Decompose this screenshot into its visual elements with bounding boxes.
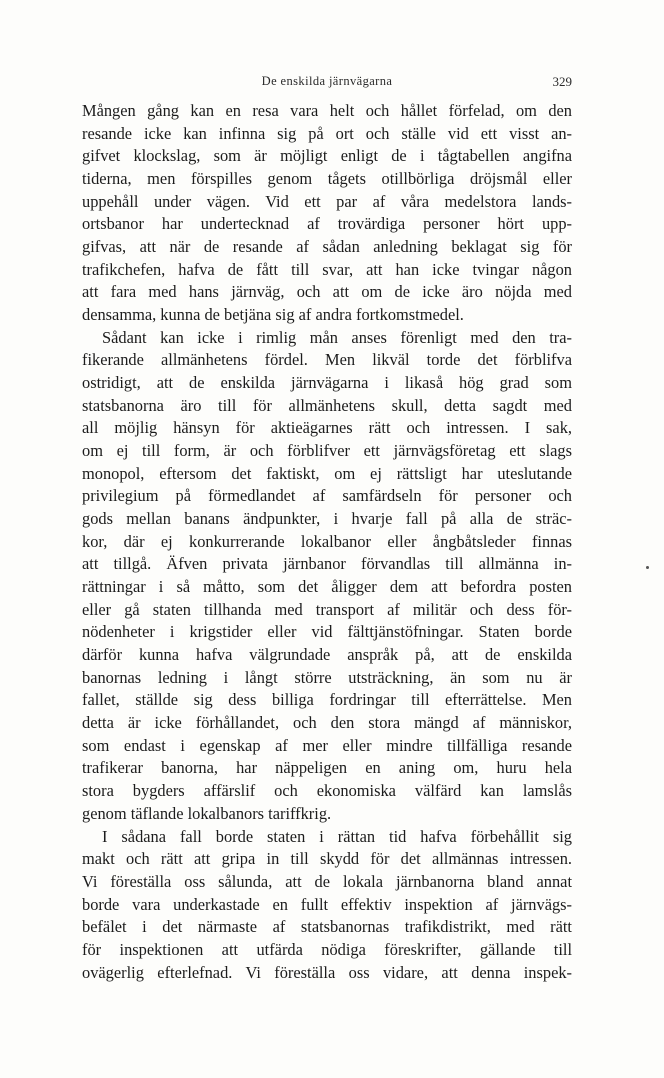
text-line: nödenheter i krigstider eller vid fälttjänstöfningar. Staten borde bbox=[82, 622, 572, 642]
page-number: 329 bbox=[552, 74, 572, 89]
text-line: monopol, eftersom det faktiskt, om ej rättsligt har uteslutande bbox=[82, 463, 572, 483]
text-line: därför kunna hafva välgrundade anspråk på, att de enskilda bbox=[82, 645, 572, 665]
text-line: resande icke kan infinna sig på ort och ställe vid ett visst an- bbox=[82, 123, 572, 143]
text-line: gods mellan banans ändpunkter, i hvarje fall på alla de sträc- bbox=[82, 509, 572, 529]
text-line: fikerande allmänhetens fördel. Men likväl torde det förblifva bbox=[82, 350, 572, 370]
text-line: ovägerlig efterlefnad. Vi föreställa oss vidare, att denna inspek- bbox=[82, 962, 572, 982]
running-title: De enskilda järnvägarna bbox=[261, 74, 393, 88]
text-line: fallet, ställde sig dess billiga fordringar till efterrättelse. Men bbox=[82, 690, 572, 710]
text-line: detta är icke förhållandet, och den stora mängd af människor, bbox=[82, 713, 572, 733]
text-line: all möjlig hänsyn för aktieägarnes rätt och intressen. I sak, bbox=[82, 418, 572, 438]
text-line: gifvet klockslag, som är möjligt enligt de i tågtabellen angifna bbox=[82, 146, 572, 166]
paragraph-start-line: I sådana fall borde staten i rättan tid hafva förbehållit sig bbox=[102, 826, 572, 846]
text-line: privilegium på förmedlandet af samfärdseln för personer och bbox=[82, 486, 572, 506]
text-line: borde vara underkastade en fullt effektiv inspektion af järnvägs- bbox=[82, 894, 572, 914]
running-header bbox=[82, 74, 572, 94]
text-line: att fara med hans järnväg, och att om de icke äro nöjda med bbox=[82, 282, 572, 302]
text-line: gifvas, att när de resande af sådan anledning beklagat sig för bbox=[82, 237, 572, 257]
text-line: ostridigt, att de enskilda järnvägarna i likaså hög grad som bbox=[82, 373, 572, 393]
text-line: statsbanorna äro till för allmänhetens skull, detta sagdt med bbox=[82, 395, 572, 415]
text-line: banornas ledning i långt större utsträckning, än som nu är bbox=[82, 667, 572, 687]
text-line: Mången gång kan en resa vara helt och hållet förfelad, om den bbox=[82, 101, 572, 120]
paragraph-end-line: densamma, kunna de betjäna sig af andra fortkomstmedel. bbox=[82, 305, 464, 325]
body-text bbox=[82, 100, 572, 984]
text-line: som endast i egenskap af mer eller mindre tillfälliga resande bbox=[82, 735, 572, 755]
text-line: uppehåll under vägen. Vid ett par af våra medelstora lands- bbox=[82, 191, 572, 211]
text-line: trafikchefen, hafva de fått till svar, att han icke tvingar någon bbox=[82, 259, 572, 279]
text-line: Vi föreställa oss sålunda, att de lokala järnbanorna bland annat bbox=[82, 871, 572, 891]
paragraph-end-line: genom täflande lokalbanors tariffkrig. bbox=[82, 803, 332, 823]
margin-speck bbox=[646, 566, 649, 569]
text-line: ortsbanor har undertecknad af trovärdiga personer hört upp- bbox=[82, 214, 572, 234]
text-line: befälet i det närmaste af statsbanornas trafikdistrikt, med rätt bbox=[82, 917, 572, 937]
text-line: rättningar i så måtto, som det åligger dem att befordra posten bbox=[82, 577, 572, 597]
paragraph-start-line: Sådant kan icke i rimlig mån anses förenligt med den tra- bbox=[102, 327, 572, 347]
text-line: för inspektionen att utfärda nödiga föreskrifter, gällande till bbox=[82, 939, 572, 959]
text-line: att tillgå. Äfven privata järnbanor förvandlas till allmänna in- bbox=[82, 554, 572, 574]
text-line: makt och rätt att gripa in till skydd för det allmännas intressen. bbox=[82, 849, 572, 869]
text-line: kor, där ej konkurrerande lokalbanor eller ångbåtsleder finnas bbox=[82, 531, 572, 551]
text-line: om ej till form, är och förblifver ett järnvägsföretag ett slags bbox=[82, 441, 572, 461]
text-line: trafikerar banorna, har näppeligen en aning om, huru hela bbox=[82, 758, 572, 778]
text-line: tiderna, men förspilles genom tågets otillbörliga dröjsmål eller bbox=[82, 169, 572, 189]
text-line: eller gå staten tillhanda med transport af militär och dess för- bbox=[82, 599, 572, 619]
text-line: stora bygders affärslif och ekonomiska välfärd kan lamslås bbox=[82, 781, 572, 801]
